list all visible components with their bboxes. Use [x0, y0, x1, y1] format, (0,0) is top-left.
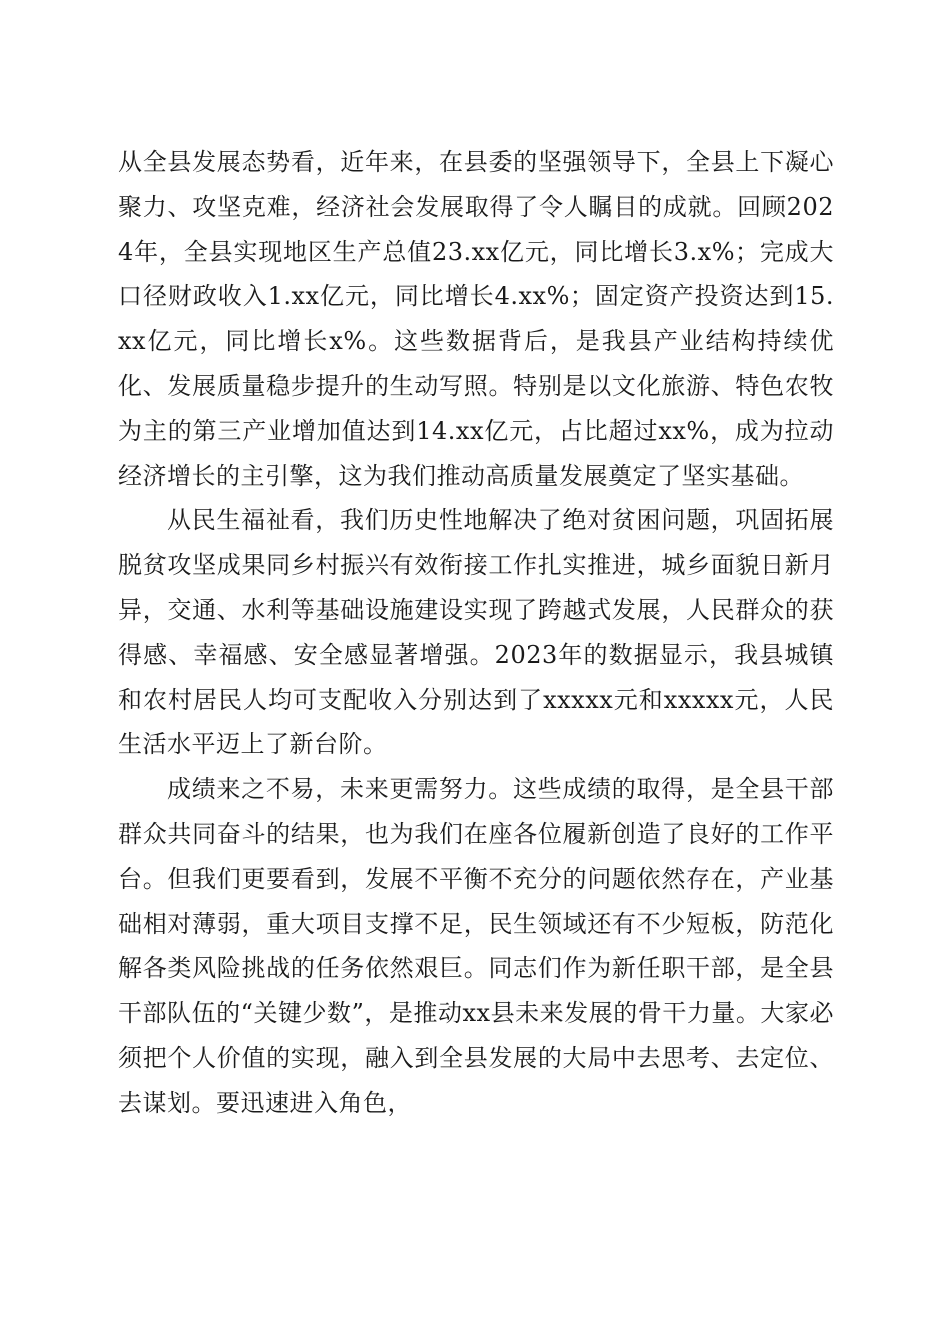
paragraph-economy: 从全县发展态势看，近年来，在县委的坚强领导下，全县上下凝心聚力、攻坚克难，经济社会发展取得了令人瞩目的成就。回顾2024年，全县实现地区生产总值23.xx亿元，同比增长3.x%；完成大口径财政收入1.xx亿元，同比增长4.xx%；固定资产投资达到15.xx亿元，同比增长x%。这些数据背后，是我县产业结构持续优化、发展质量稳步提升的生动写照。特别是以文化旅游、特色农牧为主的第三产业增加值达到14.xx亿元，占比超过xx%，成为拉动经济增长的主引擎，这为我们推动高质量发展奠定了坚实基础。	[118, 148, 834, 490]
paragraph-livelihood: 从民生福祉看，我们历史性地解决了绝对贫困问题，巩固拓展脱贫攻坚成果同乡村振兴有效衔接工作扎实推进，城乡面貌日新月异，交通、水利等基础设施建设实现了跨越式发展，人民群众的获得感、幸福感、安全感显著增强。2023年的数据显示，我县城镇和农村居民人均可支配收入分别达到了xxxxx元和xxxxx元，人民生活水平迈上了新台阶。	[118, 506, 834, 759]
document-body	[118, 140, 834, 1126]
paragraph-achievements: 成绩来之不易，未来更需努力。这些成绩的取得，是全县干部群众共同奋斗的结果，也为我们在座各位履新创造了良好的工作平台。但我们更要看到，发展不平衡不充分的问题依然存在，产业基础相对薄弱，重大项目支撑不足，民生领域还有不少短板，防范化解各类风险挑战的任务依然艰巨。同志们作为新任职干部，是全县干部队伍的“关键少数”，是推动xx县未来发展的骨干力量。大家必须把个人价值的实现，融入到全县发展的大局中去思考、去定位、去谋划。要迅速进入角色，	[118, 775, 834, 1117]
